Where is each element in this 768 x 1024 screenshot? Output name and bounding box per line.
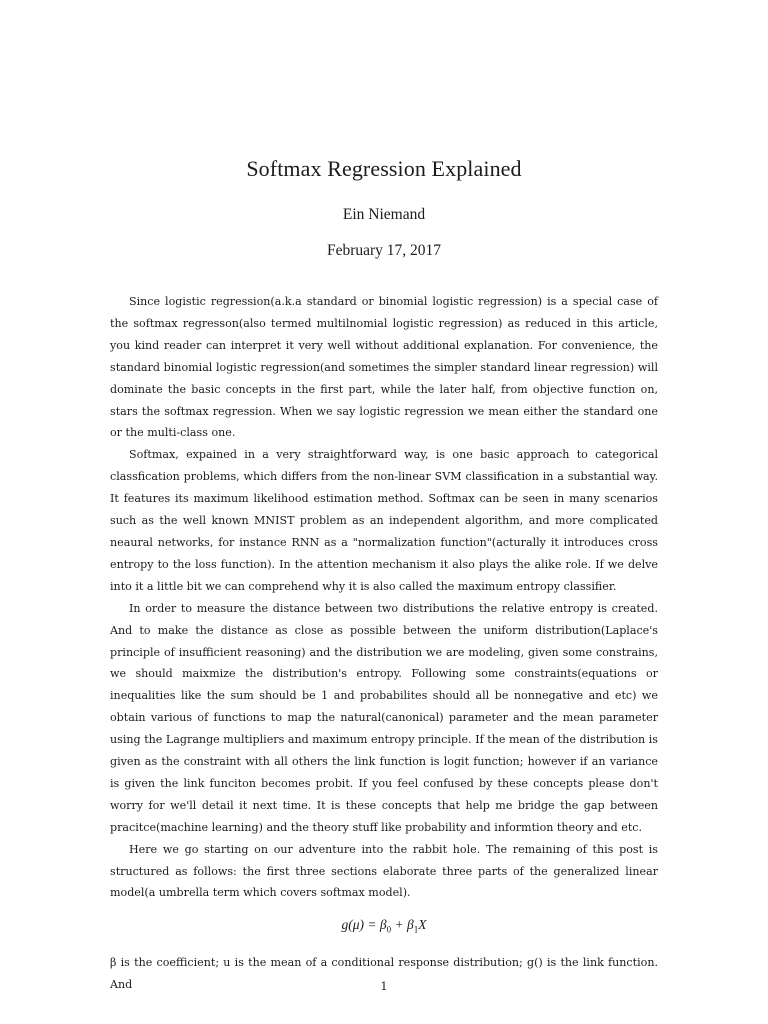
document-author: Ein Niemand <box>342 206 426 223</box>
equation-rhs: X <box>418 917 427 933</box>
equation-sub-0: 0 <box>386 925 392 936</box>
paragraph-last-line: β is the coefficient; u is the mean of a conditional response distribution; g() is the link function. And <box>110 955 658 991</box>
page-number: 1 <box>380 980 388 993</box>
document-body <box>110 291 658 996</box>
equation-lhs: g(μ) = β <box>341 917 387 933</box>
paragraph-1: Since logistic regression(a.k.a standard or binomial logistic regression) is a special case of the softmax regresson(also termed multilnomial logistic regression) as reduced in this article, you kind reader can interpret it very well without additional explanation. For convenience, the standard binomial logistic regression(and sometimes the simpler standard linear regression) will dominate the basic concepts in the first part, while the later half, from objective function on, stars the softmax regression. When we say logistic regression we mean either the standard one or the multi-class one. <box>110 295 658 440</box>
document-title: Softmax Regression Explained <box>246 156 522 181</box>
document-date: February 17, 2017 <box>326 242 442 259</box>
equation-mid: + β <box>391 917 414 933</box>
equation-sub-1: 1 <box>413 925 419 936</box>
equation <box>110 914 658 942</box>
paragraph-3: In order to measure the distance between two distributions the relative entropy is created. And to make the distance as close as possible between the uniform distribution(Laplace's principle of insufficient reasoning) and the distribution we are modeling, given some constrains, we should maixmize the distribution's entropy. Following some constraints(equations or inequalities like the sum should be 1 and probabilites should all be nonnegative and etc) we obtain various of functions to map the natural(canonical) parameter and the mean parameter using the Lagrange multipliers and maximum entropy principle. If the mean of the distribution is given as the constraint with all others the link function is logit function; however if an variance is given the link funciton becomes probit. If you feel confused by these concepts please don't worry for we'll detail it next time. It is these concepts that help me bridge the gap between pracitce(machine learning) and the theory stuff like probability and informtion theory and etc. <box>110 601 658 834</box>
paragraph-2: Softmax, expained in a very straightforward way, is one basic approach to categorical classfication problems, which differs from the non-linear SVM classification in a substantial way. It features its maximum likelihood estimation method. Softmax can be seen in many scenarios such as the well known MNIST problem as an independent algorithm, and more complicated neaural networks, for instance RNN as a "normalization function"(acturally it introduces cross entropy to the loss function). In the attention mechanism it also plays the alike role. If we delve into it a little bit we can comprehend why it is also called the maximum entropy classifier. <box>110 448 658 593</box>
paragraph-4: Here we go starting on our adventure into the rabbit hole. The remaining of this post is structured as follows: the first three sections elaborate three parts of the generalized linear model(a umbrella term which covers softmax model). <box>110 842 658 900</box>
